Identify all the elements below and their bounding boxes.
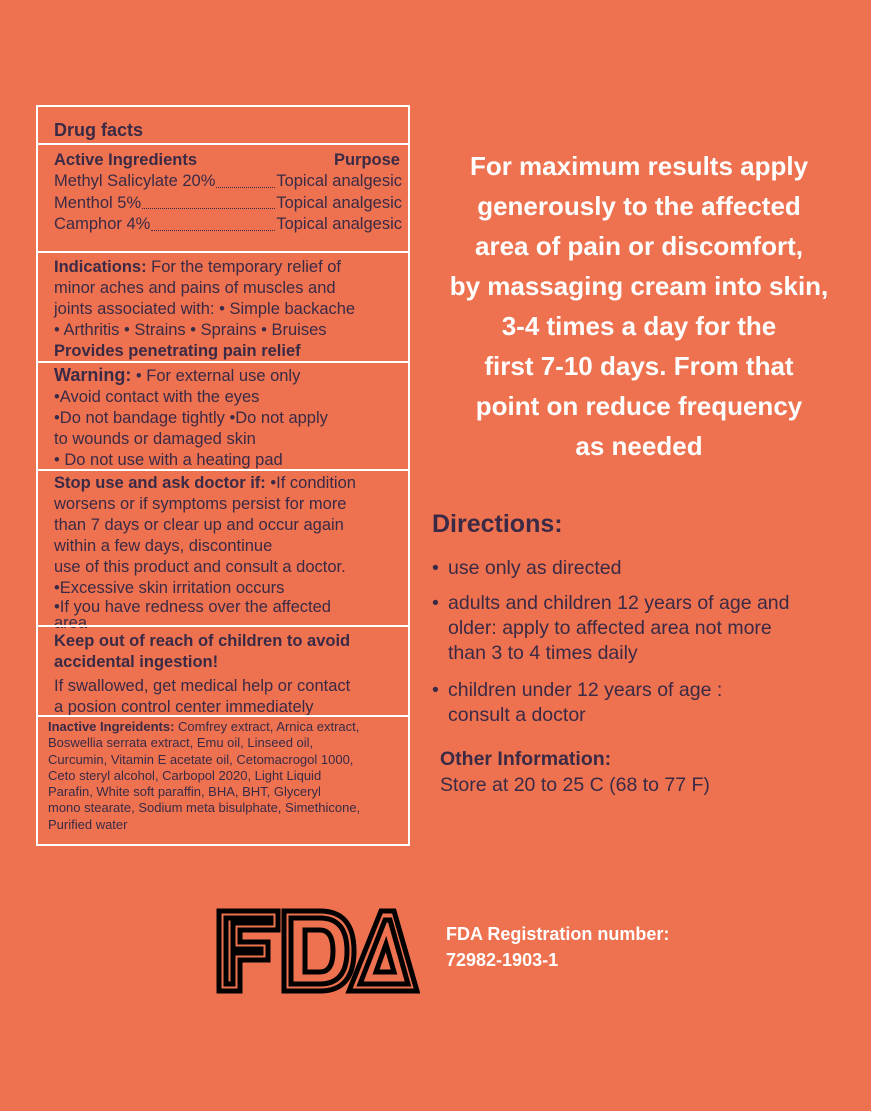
usage-note-line: point on reduce frequency <box>475 391 803 421</box>
stop-use-line <box>54 473 402 494</box>
fda-registration-number: 72982-1903-1 <box>446 950 559 970</box>
stop-use-line: •If you have redness over the affected <box>54 598 331 616</box>
usage-note-line: 3-4 times a day for the <box>501 311 777 341</box>
drug-facts-title: Drug facts <box>54 120 144 140</box>
usage-note-line: as needed <box>575 431 703 461</box>
indications-line: • Arthritis • Strains • Sprains • Bruises <box>54 321 327 339</box>
purpose-label: Purpose <box>333 151 400 169</box>
active-ingredients-header <box>54 150 402 171</box>
inactive-ingredients-section <box>38 715 408 844</box>
fda-logo <box>216 908 420 994</box>
directions-title: Directions: <box>432 510 563 538</box>
ingredient-name: Methyl Salicylate 20% <box>54 172 216 190</box>
warning-line: to wounds or damaged skin <box>54 430 256 448</box>
inactive-text: Comfrey extract, Arnica extract, <box>174 719 360 734</box>
leader-dots <box>216 171 275 188</box>
active-ingredients-section <box>38 143 408 251</box>
bullet-icon: • <box>432 557 439 579</box>
usage-note-line: first 7-10 days. From that <box>484 351 794 381</box>
directions-text: consult a doctor <box>448 704 586 726</box>
warning-line: •Avoid contact with the eyes <box>54 388 260 406</box>
indications-text: For the temporary relief of <box>146 258 342 276</box>
warning-line <box>54 365 402 387</box>
drug-facts-panel <box>36 105 410 846</box>
warning-text: • For external use only <box>131 367 301 385</box>
usage-note-line: generously to the affected <box>477 191 801 221</box>
ingredient-row <box>54 214 402 236</box>
ingredient-purpose: Topical analgesic <box>276 172 402 190</box>
inactive-line: Curcumin, Vitamin E acetate oil, Cetomacrogol 1000, <box>48 751 354 767</box>
inactive-line <box>48 719 402 735</box>
storage-text: Store at 20 to 25 C (68 to 77 F) <box>440 774 710 796</box>
usage-note-line: For maximum results apply <box>469 151 809 181</box>
warning-line: • Do not use with a heating pad <box>54 451 283 469</box>
ingredient-row <box>54 193 402 215</box>
warning-line: •Do not bandage tightly •Do not apply <box>54 409 328 427</box>
indications-line <box>54 257 402 278</box>
stop-use-line: •Excessive skin irritation occurs <box>54 579 285 597</box>
leader-dots <box>142 193 275 210</box>
directions-text: use only as directed <box>448 557 622 579</box>
directions-text: children under 12 years of age : <box>448 679 723 701</box>
directions-item <box>432 591 790 666</box>
leader-dots <box>151 214 275 231</box>
fda-registration-label: FDA Registration number: <box>446 924 670 944</box>
indications-section <box>38 251 408 361</box>
ingredient-name: Camphor 4% <box>54 215 151 233</box>
inactive-label: Inactive Ingreidents: <box>48 719 175 734</box>
keep-out-line: Keep out of reach of children to avoid <box>54 632 351 650</box>
inactive-line: Purified water <box>48 816 128 832</box>
stop-use-line: area <box>54 614 88 632</box>
fda-registration <box>446 921 669 973</box>
active-ingredients-label: Active Ingredients <box>54 151 198 169</box>
penetrating-relief-line: Provides penetrating pain relief <box>54 342 301 360</box>
inactive-line: Parafin, White soft paraffin, BHA, BHT, Glyceryl <box>48 784 321 800</box>
stop-use-label: Stop use and ask doctor if: <box>54 474 266 492</box>
other-information-title: Other Information: <box>440 748 612 770</box>
indications-line: minor aches and pains of muscles and <box>54 279 336 297</box>
ingredient-row <box>54 171 402 193</box>
ingredient-purpose: Topical analgesic <box>276 193 402 212</box>
keep-out-line: If swallowed, get medical help or contact <box>54 677 351 695</box>
indications-line: joints associated with: • Simple backache <box>54 300 356 318</box>
ingredient-purpose: Topical analgesic <box>276 215 402 233</box>
directions-text: adults and children 12 years of age and <box>448 592 790 614</box>
keep-out-line: a posion control center immediately <box>54 698 314 716</box>
stop-use-line: worsens or if symptoms persist for more <box>54 495 347 513</box>
inactive-line: mono stearate, Sodium meta bisulphate, Simethicone, <box>48 800 361 816</box>
warning-section <box>38 361 408 469</box>
ingredient-name: Menthol 5% <box>54 193 142 212</box>
bullet-icon: • <box>432 592 439 614</box>
directions-text: older: apply to affected area not more <box>448 617 772 639</box>
usage-note <box>424 146 854 466</box>
bullet-icon: • <box>432 679 439 701</box>
stop-use-section <box>38 469 408 632</box>
indications-label: Indications: <box>54 258 147 276</box>
directions-text: than 3 to 4 times daily <box>448 642 638 664</box>
inactive-line: Ceto steryl alcohol, Carbopol 2020, Light Liquid <box>48 767 322 783</box>
keep-out-section <box>38 625 408 715</box>
directions-item <box>432 678 722 728</box>
stop-use-line: than 7 days or clear up and occur again <box>54 516 344 534</box>
stop-use-line: within a few days, discontinue <box>54 537 273 555</box>
inactive-line: Boswellia serrata extract, Emu oil, Linseed oil, <box>48 735 314 751</box>
stop-use-text: •If condition <box>265 474 356 492</box>
fda-logo-d <box>284 911 354 991</box>
keep-out-line: accidental ingestion! <box>54 653 219 671</box>
warning-label: Warning: <box>54 365 132 385</box>
usage-note-line: area of pain or discomfort, <box>475 231 803 261</box>
stop-use-line: use of this product and consult a doctor. <box>54 558 346 576</box>
directions-item <box>432 556 621 581</box>
usage-note-line: by massaging cream into skin, <box>449 271 829 301</box>
